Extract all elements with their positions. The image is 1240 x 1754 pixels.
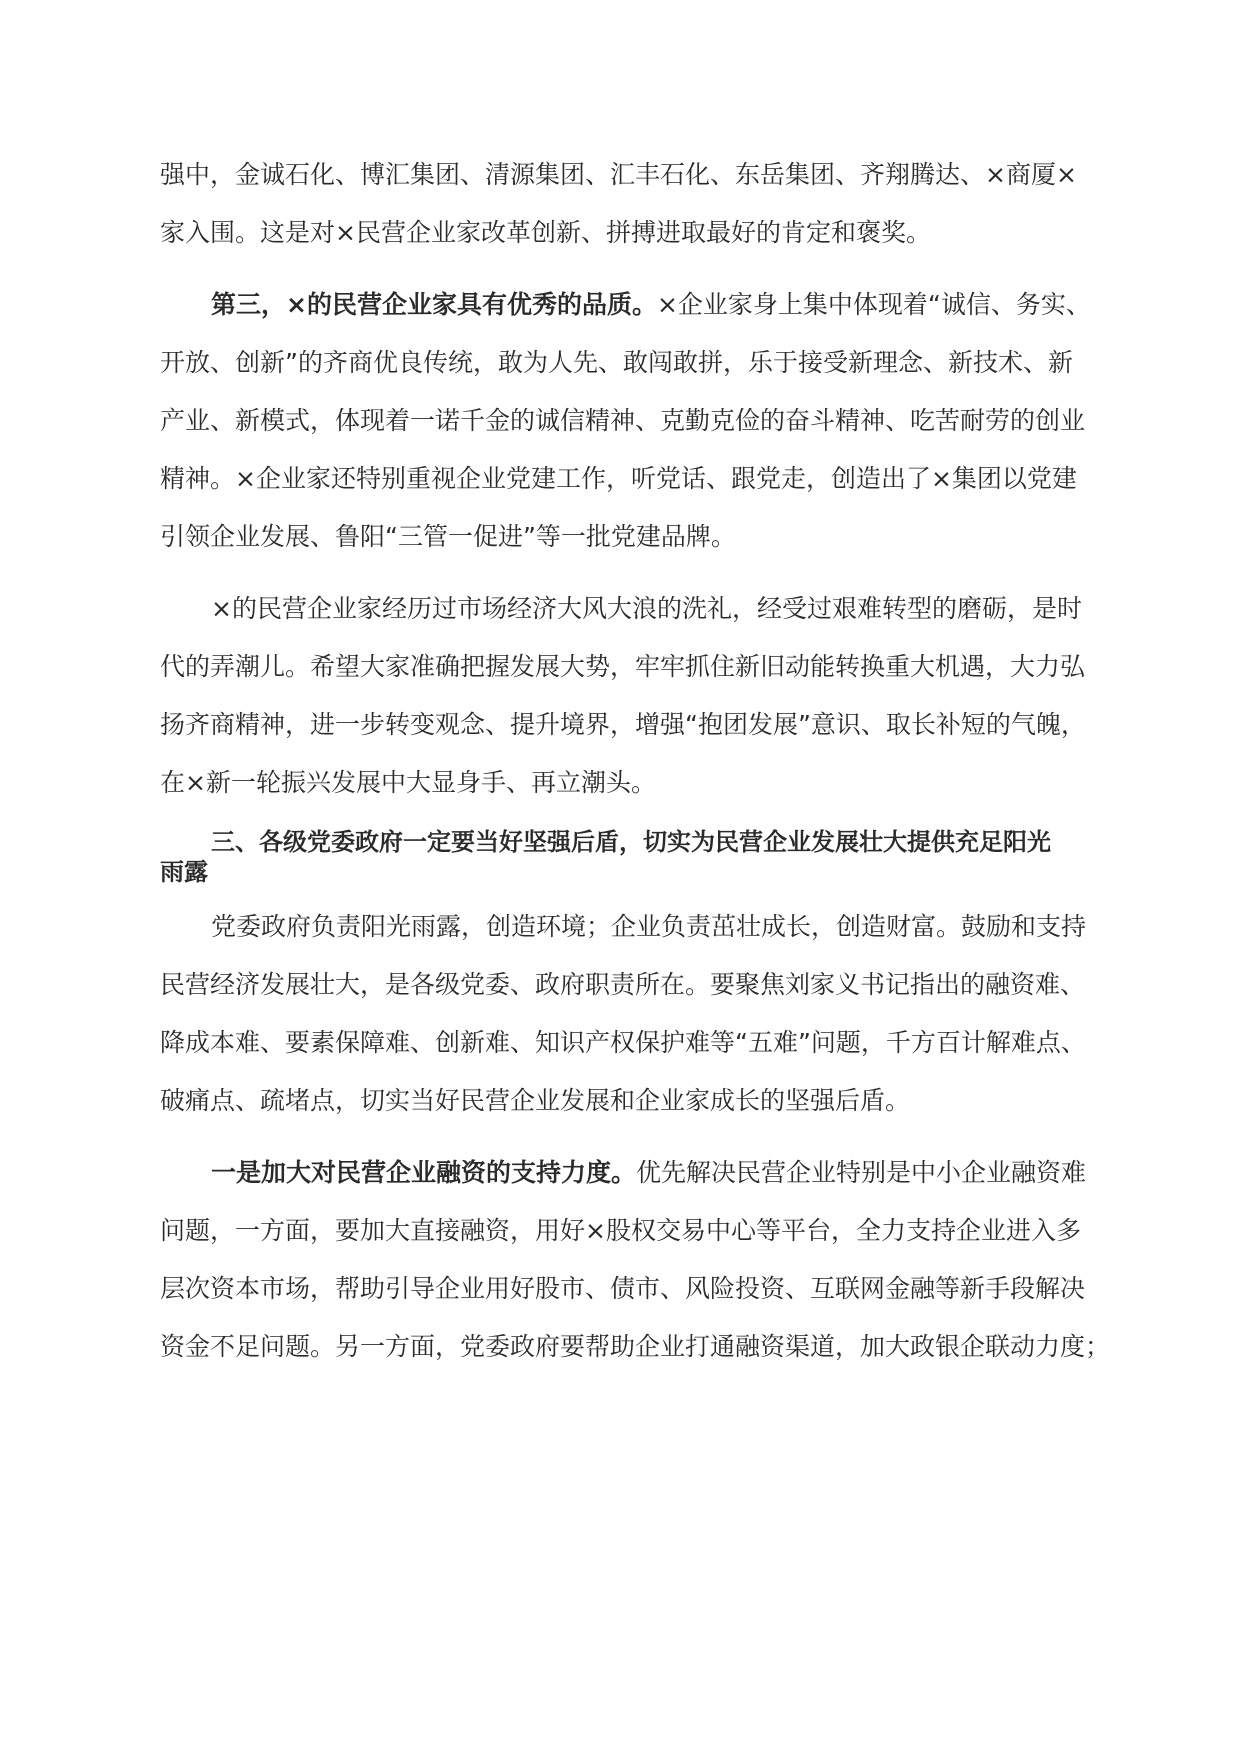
heading-line: 三、各级党委政府一定要当好坚强后盾，切实为民营企业发展壮大提供充足阳光 bbox=[211, 828, 1051, 856]
text-line: 降成本难、要素保障难、创新难、知识产权保护难等“五难”问题，千方百计解难点、 bbox=[160, 1028, 1086, 1057]
text-line: 开放、创新”的齐商优良传统，敢为人先、敢闯敢拼，乐于接受新理念、新技术、新 bbox=[160, 348, 1073, 377]
text-line: 资金不足问题。另一方面，党委政府要帮助企业打通融资渠道，加大政银企联动力度； bbox=[160, 1332, 1111, 1361]
text-line: 引领企业发展、鲁阳“三管一促进”等一批党建品牌。 bbox=[160, 522, 736, 551]
text-line: 扬齐商精神，进一步转变观念、提升境界，增强“抱团发展”意识、取长补短的气魄， bbox=[160, 710, 1086, 739]
text-line: 在×新一轮振兴发展中大显身手、再立潮头。 bbox=[160, 768, 656, 797]
text-line: 产业、新模式，体现着一诺千金的诚信精神、克勤克俭的奋斗精神、吃苦耐劳的创业 bbox=[160, 406, 1086, 435]
text-line: 代的弄潮儿。希望大家准确把握发展大势，牢牢抓住新旧动能转换重大机遇，大力弘 bbox=[160, 652, 1086, 681]
text-line: 层次资本市场，帮助引导企业用好股市、债市、风险投资、互联网金融等新手段解决 bbox=[160, 1274, 1086, 1303]
heading-line: 雨露 bbox=[160, 858, 208, 886]
paragraph-lead-rest: 优先解决民营企业特别是中小企业融资难 bbox=[636, 1158, 1087, 1187]
text-line: 党委政府负责阳光雨露，创造环境；企业负责茁壮成长，创造财富。鼓励和支持 bbox=[211, 912, 1087, 941]
text-line: 破痛点、疏堵点，切实当好民营企业发展和企业家成长的坚强后盾。 bbox=[160, 1086, 911, 1115]
text-line: 精神。×企业家还特别重视企业党建工作，听党话、跟党走，创造出了×集团以党建 bbox=[160, 464, 1077, 493]
text-line: ×的民营企业家经历过市场经济大风大浪的洗礼，经受过艰难转型的磨砺，是时 bbox=[211, 594, 1082, 623]
text-line: 强中，金诚石化、博汇集团、清源集团、汇丰石化、东岳集团、齐翔腾达、×商厦× bbox=[160, 160, 1077, 189]
paragraph-lead-bold: 一是加大对民营企业融资的支持力度。 bbox=[211, 1158, 637, 1187]
paragraph-lead-rest: ×企业家身上集中体现着“诚信、务实、 bbox=[656, 290, 1091, 319]
text-line: 家入围。这是对×民营企业家改革创新、拼搏进取最好的肯定和褒奖。 bbox=[160, 218, 931, 247]
text-line bbox=[211, 1158, 1086, 1188]
text-line: 问题，一方面，要加大直接融资，用好×股权交易中心等平台，全力支持企业进入多 bbox=[160, 1216, 1081, 1245]
paragraph-lead-bold: 第三，×的民营企业家具有优秀的品质。 bbox=[211, 290, 657, 319]
text-line: 民营经济发展壮大，是各级党委、政府职责所在。要聚焦刘家义书记指出的融资难、 bbox=[160, 970, 1086, 999]
text-line bbox=[211, 290, 1091, 320]
